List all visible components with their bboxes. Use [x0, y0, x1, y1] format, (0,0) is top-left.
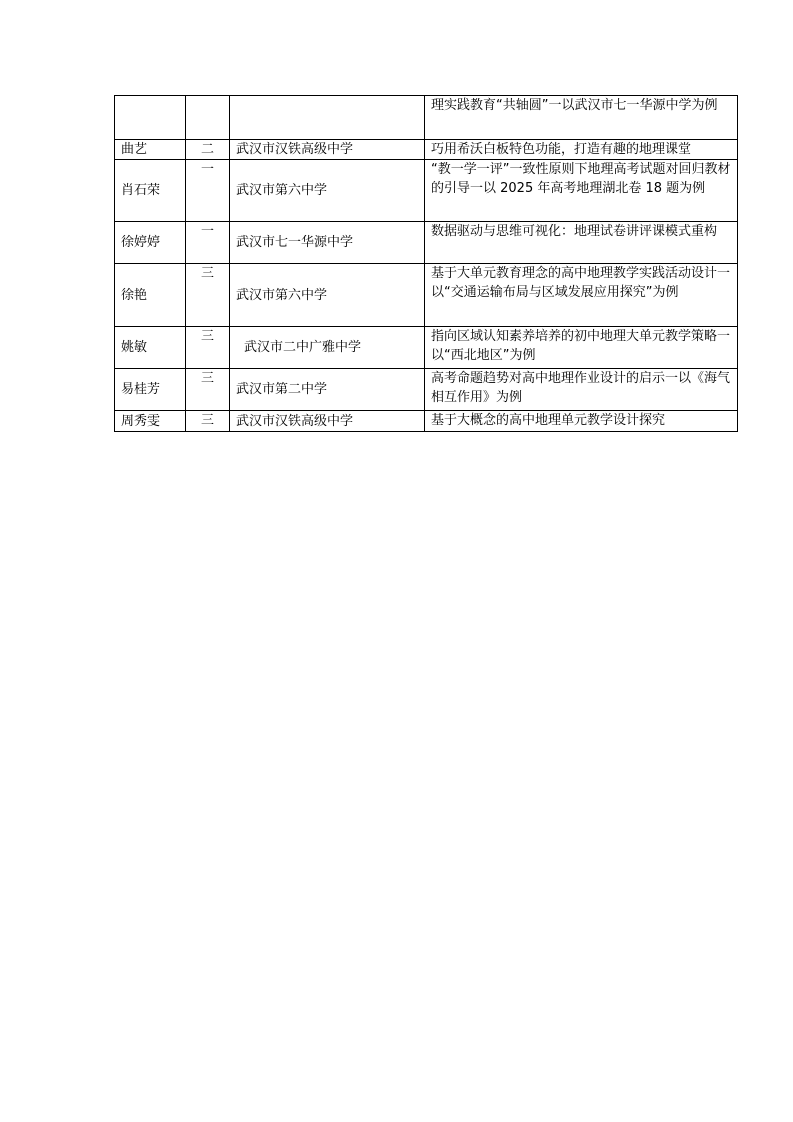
level-cell	[186, 96, 230, 140]
name-cell: 易桂芳	[115, 369, 186, 411]
name-cell: 徐艳	[115, 264, 186, 327]
title-cell: “教一学一评”一致性原则下地理高考试题对回归教材的引导一以 2025 年高考地理湖北卷 18 题为例	[425, 160, 738, 222]
name-cell: 肖石荣	[115, 160, 186, 222]
school-cell: 武汉市汉铁高级中学	[230, 411, 425, 432]
table-row	[115, 96, 738, 140]
name-cell: 周秀雯	[115, 411, 186, 432]
table-row	[115, 160, 738, 222]
table-row	[115, 411, 738, 432]
level-cell: 三	[186, 327, 230, 369]
awards-table	[114, 95, 738, 432]
name-cell: 曲艺	[115, 140, 186, 160]
level-cell: 一	[186, 222, 230, 264]
title-cell: 指向区域认知素养培养的初中地理大单元教学策略一以“西北地区”为例	[425, 327, 738, 369]
table-row	[115, 327, 738, 369]
school-cell: 武汉市汉铁高级中学	[230, 140, 425, 160]
level-cell: 二	[186, 140, 230, 160]
school-cell	[230, 96, 425, 140]
school-cell: 武汉市第六中学	[230, 160, 425, 222]
school-cell: 武汉市七一华源中学	[230, 222, 425, 264]
level-cell: 三	[186, 411, 230, 432]
name-cell: 徐婷婷	[115, 222, 186, 264]
name-cell: 姚敏	[115, 327, 186, 369]
level-cell: 三	[186, 369, 230, 411]
title-cell: 理实践教育“共轴圆”一以武汉市七一华源中学为例	[425, 96, 738, 140]
level-cell: 一	[186, 160, 230, 222]
table-row	[115, 264, 738, 327]
title-cell: 高考命题趋势对高中地理作业设计的启示一以《海气相互作用》为例	[425, 369, 738, 411]
title-cell: 基于大单元教育理念的高中地理教学实践活动设计一以“交通运输布局与区域发展应用探究”为例	[425, 264, 738, 327]
table-row	[115, 140, 738, 160]
school-cell: 武汉市第六中学	[230, 264, 425, 327]
table-row	[115, 222, 738, 264]
table-row	[115, 369, 738, 411]
school-cell: 武汉市第二中学	[230, 369, 425, 411]
title-cell: 基于大概念的高中地理单元教学设计探究	[425, 411, 738, 432]
name-cell	[115, 96, 186, 140]
title-cell: 数据驱动与思维可视化：地理试卷讲评课模式重构	[425, 222, 738, 264]
school-cell: 武汉市二中广雅中学	[244, 340, 362, 355]
title-cell: 巧用希沃白板特色功能，打造有趣的地理课堂	[425, 140, 738, 160]
level-cell: 三	[186, 264, 230, 327]
